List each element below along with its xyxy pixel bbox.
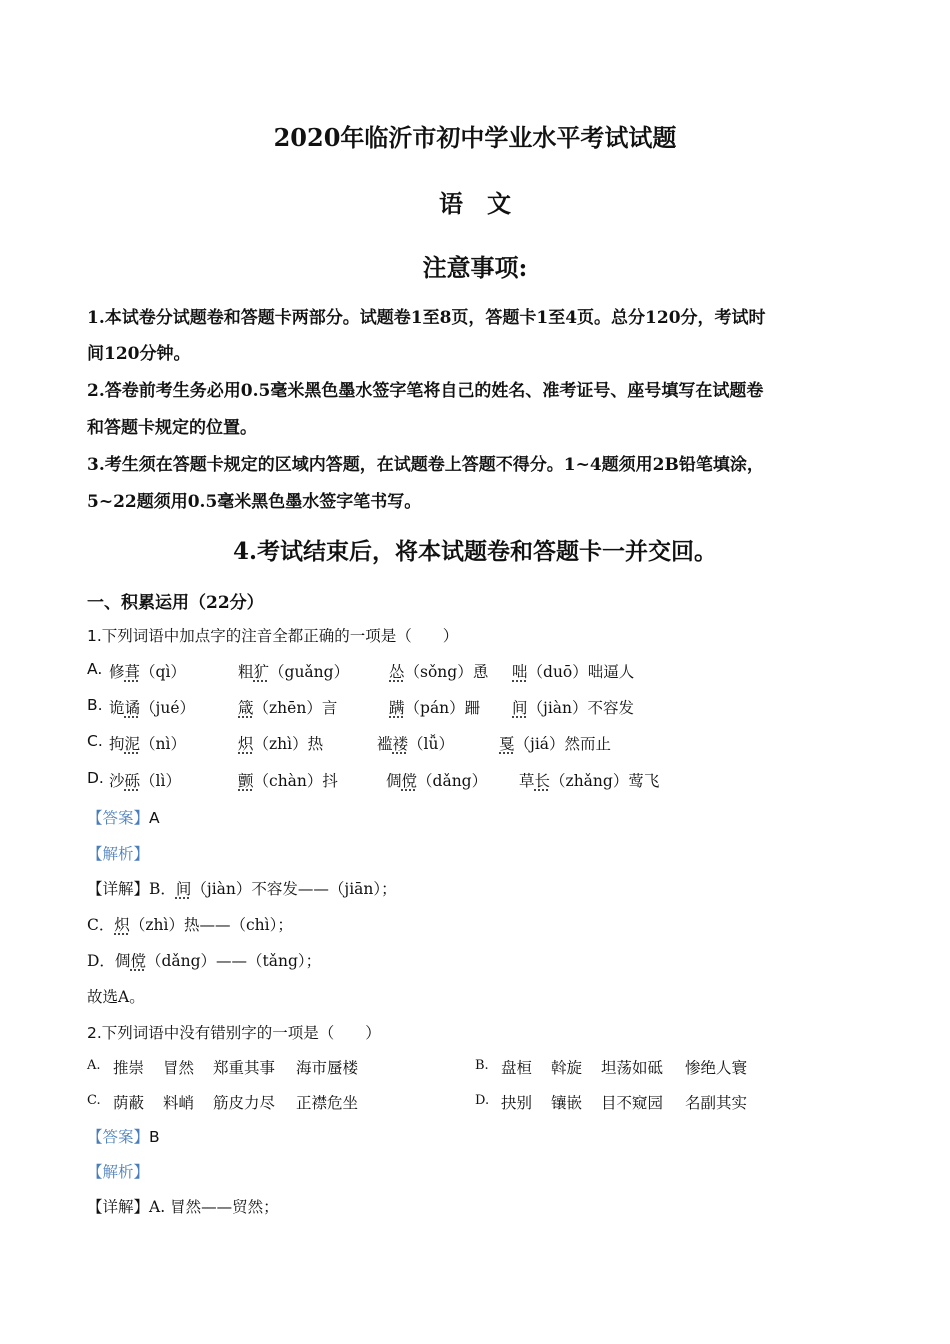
q1-detail-line: C．炽（zhì）热——（chì）；	[87, 916, 293, 934]
notice-line-final: 4.考试结束后，将本试题卷和答题卡一并交回。	[232, 538, 717, 565]
option-item: 蹒（pán）跚	[389, 699, 481, 717]
option-item: 怂（sǒng）恿	[389, 663, 489, 681]
notice-title: 注意事项:	[422, 253, 528, 282]
section-title: 一、积累运用（22分）	[87, 593, 264, 613]
option-item: 修葺（qì）	[109, 663, 186, 681]
answer-value: B	[149, 1128, 160, 1146]
question-text: 下列词语中加点字的注音全都正确的一项是（ ）	[101, 627, 459, 645]
option-item: 粗犷（guǎng）	[238, 663, 350, 681]
option-item: 诡谲（jué）	[109, 699, 195, 717]
q1-conclusion: 故选A。	[87, 988, 145, 1006]
option-label: A.	[87, 660, 103, 678]
notice-line: 和答题卡规定的位置。	[87, 418, 257, 438]
option-item: 箴（zhēn）言	[238, 699, 338, 717]
option-label: C.	[87, 732, 103, 750]
option-item: 咄（duō）咄逼人	[512, 663, 635, 681]
question-text: 下列词语中没有错别字的一项是（ ）	[101, 1024, 381, 1042]
option-item: 戛（jiá）然而止	[499, 735, 612, 753]
option-item: 颤（chàn）抖	[238, 772, 338, 790]
notice-line: 1.本试卷分试题卷和答题卡两部分。试题卷1至8页，答题卡1至4页。总分120分，考试时	[87, 308, 766, 328]
notice-line: 间120分钟。	[87, 344, 191, 364]
option-label: B.	[87, 696, 103, 714]
q2-detail-line: 【详解】A. 冒然——贸然；	[87, 1198, 279, 1216]
option-item: 沙砾（lì）	[109, 772, 181, 790]
option-item: 草长（zhǎng）莺飞	[519, 772, 660, 790]
notice-line: 3.考生须在答题卡规定的区域内答题，在试题卷上答题不得分。1~4题须用2B铅笔填涂，	[87, 455, 764, 475]
option-item: 炽（zhì）热	[238, 735, 324, 753]
question-number: 2.	[87, 1024, 102, 1042]
exam-title: 2020年临沂市初中学业水平考试试题	[273, 123, 677, 152]
q1-analysis-tag: 【解析】	[87, 845, 150, 863]
answer-value: A	[149, 809, 160, 827]
question-2-stem	[87, 1021, 381, 1043]
q1-detail-line: 【详解】B．间（jiàn）不容发——（jiān）；	[87, 880, 397, 898]
answer-tag: 【答案】	[87, 1128, 150, 1146]
subject-title: 语 文	[439, 189, 511, 218]
option-item: 拘泥（nì）	[109, 735, 186, 753]
option-item: 倜傥（dǎng）	[386, 772, 488, 790]
option-item: 褴褛（lǚ）	[377, 735, 454, 753]
option-item: 间（jiàn）不容发	[512, 699, 635, 717]
q2-analysis-tag: 【解析】	[87, 1163, 150, 1181]
notice-line: 2.答卷前考生务必用0.5毫米黑色墨水签字笔将自己的姓名、准考证号、座号填写在试题卷	[87, 381, 764, 401]
q1-answer	[87, 806, 160, 828]
q2-answer	[87, 1125, 160, 1147]
question-number: 1.	[87, 627, 102, 645]
option-label: D.	[87, 769, 104, 787]
q1-detail-line: D．倜傥（dǎng）——（tǎng）；	[87, 952, 322, 970]
answer-tag: 【答案】	[87, 809, 150, 827]
question-1-stem	[87, 624, 458, 646]
notice-line: 5~22题须用0.5毫米黑色墨水签字笔书写。	[87, 492, 422, 512]
